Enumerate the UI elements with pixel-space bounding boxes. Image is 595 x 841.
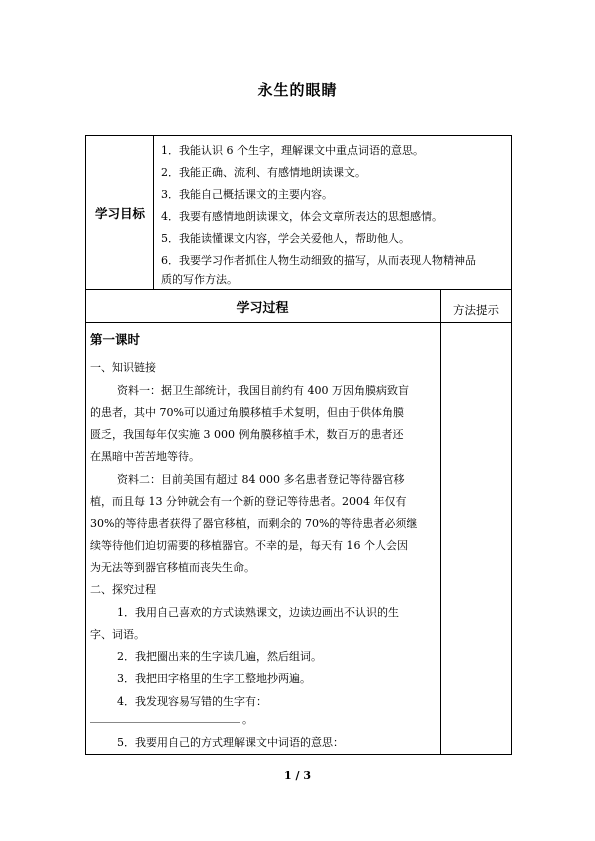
goal-item: 质的写作方法。	[161, 273, 238, 286]
paragraph-line: 为无法等到器官移植而丧失生命。	[90, 561, 255, 574]
task-line: 5．我要用自己的方式理解课文中词语的意思：	[117, 736, 344, 749]
process-header: 学习过程	[236, 301, 289, 316]
table-border-left	[85, 135, 86, 755]
task-line: 3．我把田字格里的生字工整地抄两遍。	[117, 672, 311, 685]
goals-label: 学习目标	[94, 206, 145, 221]
task-line: 字、词语。	[90, 628, 145, 641]
lesson-title: 第一课时	[90, 332, 141, 347]
goal-item: 6．我要学习作者抓住人物生动细致的描写，从而表现人物精神品	[161, 254, 476, 267]
answer-blank-line[interactable]	[90, 722, 240, 723]
table-border-right	[511, 135, 512, 755]
task-line: 4．我发现容易写错的生字有：	[117, 695, 267, 708]
paragraph-line: 的患者，其中 70%可以通过角膜移植手术复明，但由于供体角膜	[90, 406, 404, 419]
section-heading: 一、知识链接	[90, 361, 156, 374]
paragraph-line: 30%的等待患者获得了器官移植，而剩余的 70%的等待患者必须继	[90, 517, 418, 530]
table-border-bottom	[85, 754, 512, 755]
tips-column-divider	[440, 289, 441, 755]
goals-column-divider	[153, 135, 154, 289]
task-line: 1．我用自己喜欢的方式读熟课文，边读边画出不认识的生	[117, 606, 399, 619]
paragraph-line: 资料一：据卫生部统计，我国目前约有 400 万因角膜病致盲	[117, 384, 409, 397]
paragraph-line: 资料二：目前美国有超过 84 000 多名患者登记等待器官移	[117, 473, 405, 486]
table-divider-header	[85, 322, 512, 323]
page-number: 1 / 3	[284, 769, 311, 782]
goal-item: 5．我能读懂课文内容，学会关爱他人，帮助他人。	[161, 232, 410, 245]
goal-item: 3．我能自己概括课文的主要内容。	[161, 188, 333, 201]
paragraph-line: 匮乏，我国每年仅实施 3 000 例角膜移植手术，数百万的患者还	[90, 428, 404, 441]
table-border-top	[85, 135, 512, 136]
answer-blank-end: 。	[242, 713, 253, 726]
paragraph-line: 植，而且每 13 分钟就会有一个新的登记等待患者。2004 年仅有	[90, 495, 407, 508]
goal-item: 1．我能认识 6 个生字，理解课文中重点词语的意思。	[161, 144, 424, 157]
goal-item: 2．我能正确、流利、有感情地朗读课文。	[161, 166, 366, 179]
section-heading: 二、探究过程	[90, 583, 156, 596]
tips-header: 方法提示	[453, 303, 499, 317]
page-title: 永生的眼睛	[257, 81, 338, 99]
paragraph-line: 在黑暗中苦苦地等待。	[90, 450, 200, 463]
task-line: 2．我把圈出来的生字读几遍，然后组词。	[117, 650, 322, 663]
paragraph-line: 续等待他们迫切需要的移植器官。不幸的是，每天有 16 个人会因	[90, 539, 408, 552]
goal-item: 4．我要有感情地朗读课文，体会文章所表达的思想感情。	[161, 210, 443, 223]
